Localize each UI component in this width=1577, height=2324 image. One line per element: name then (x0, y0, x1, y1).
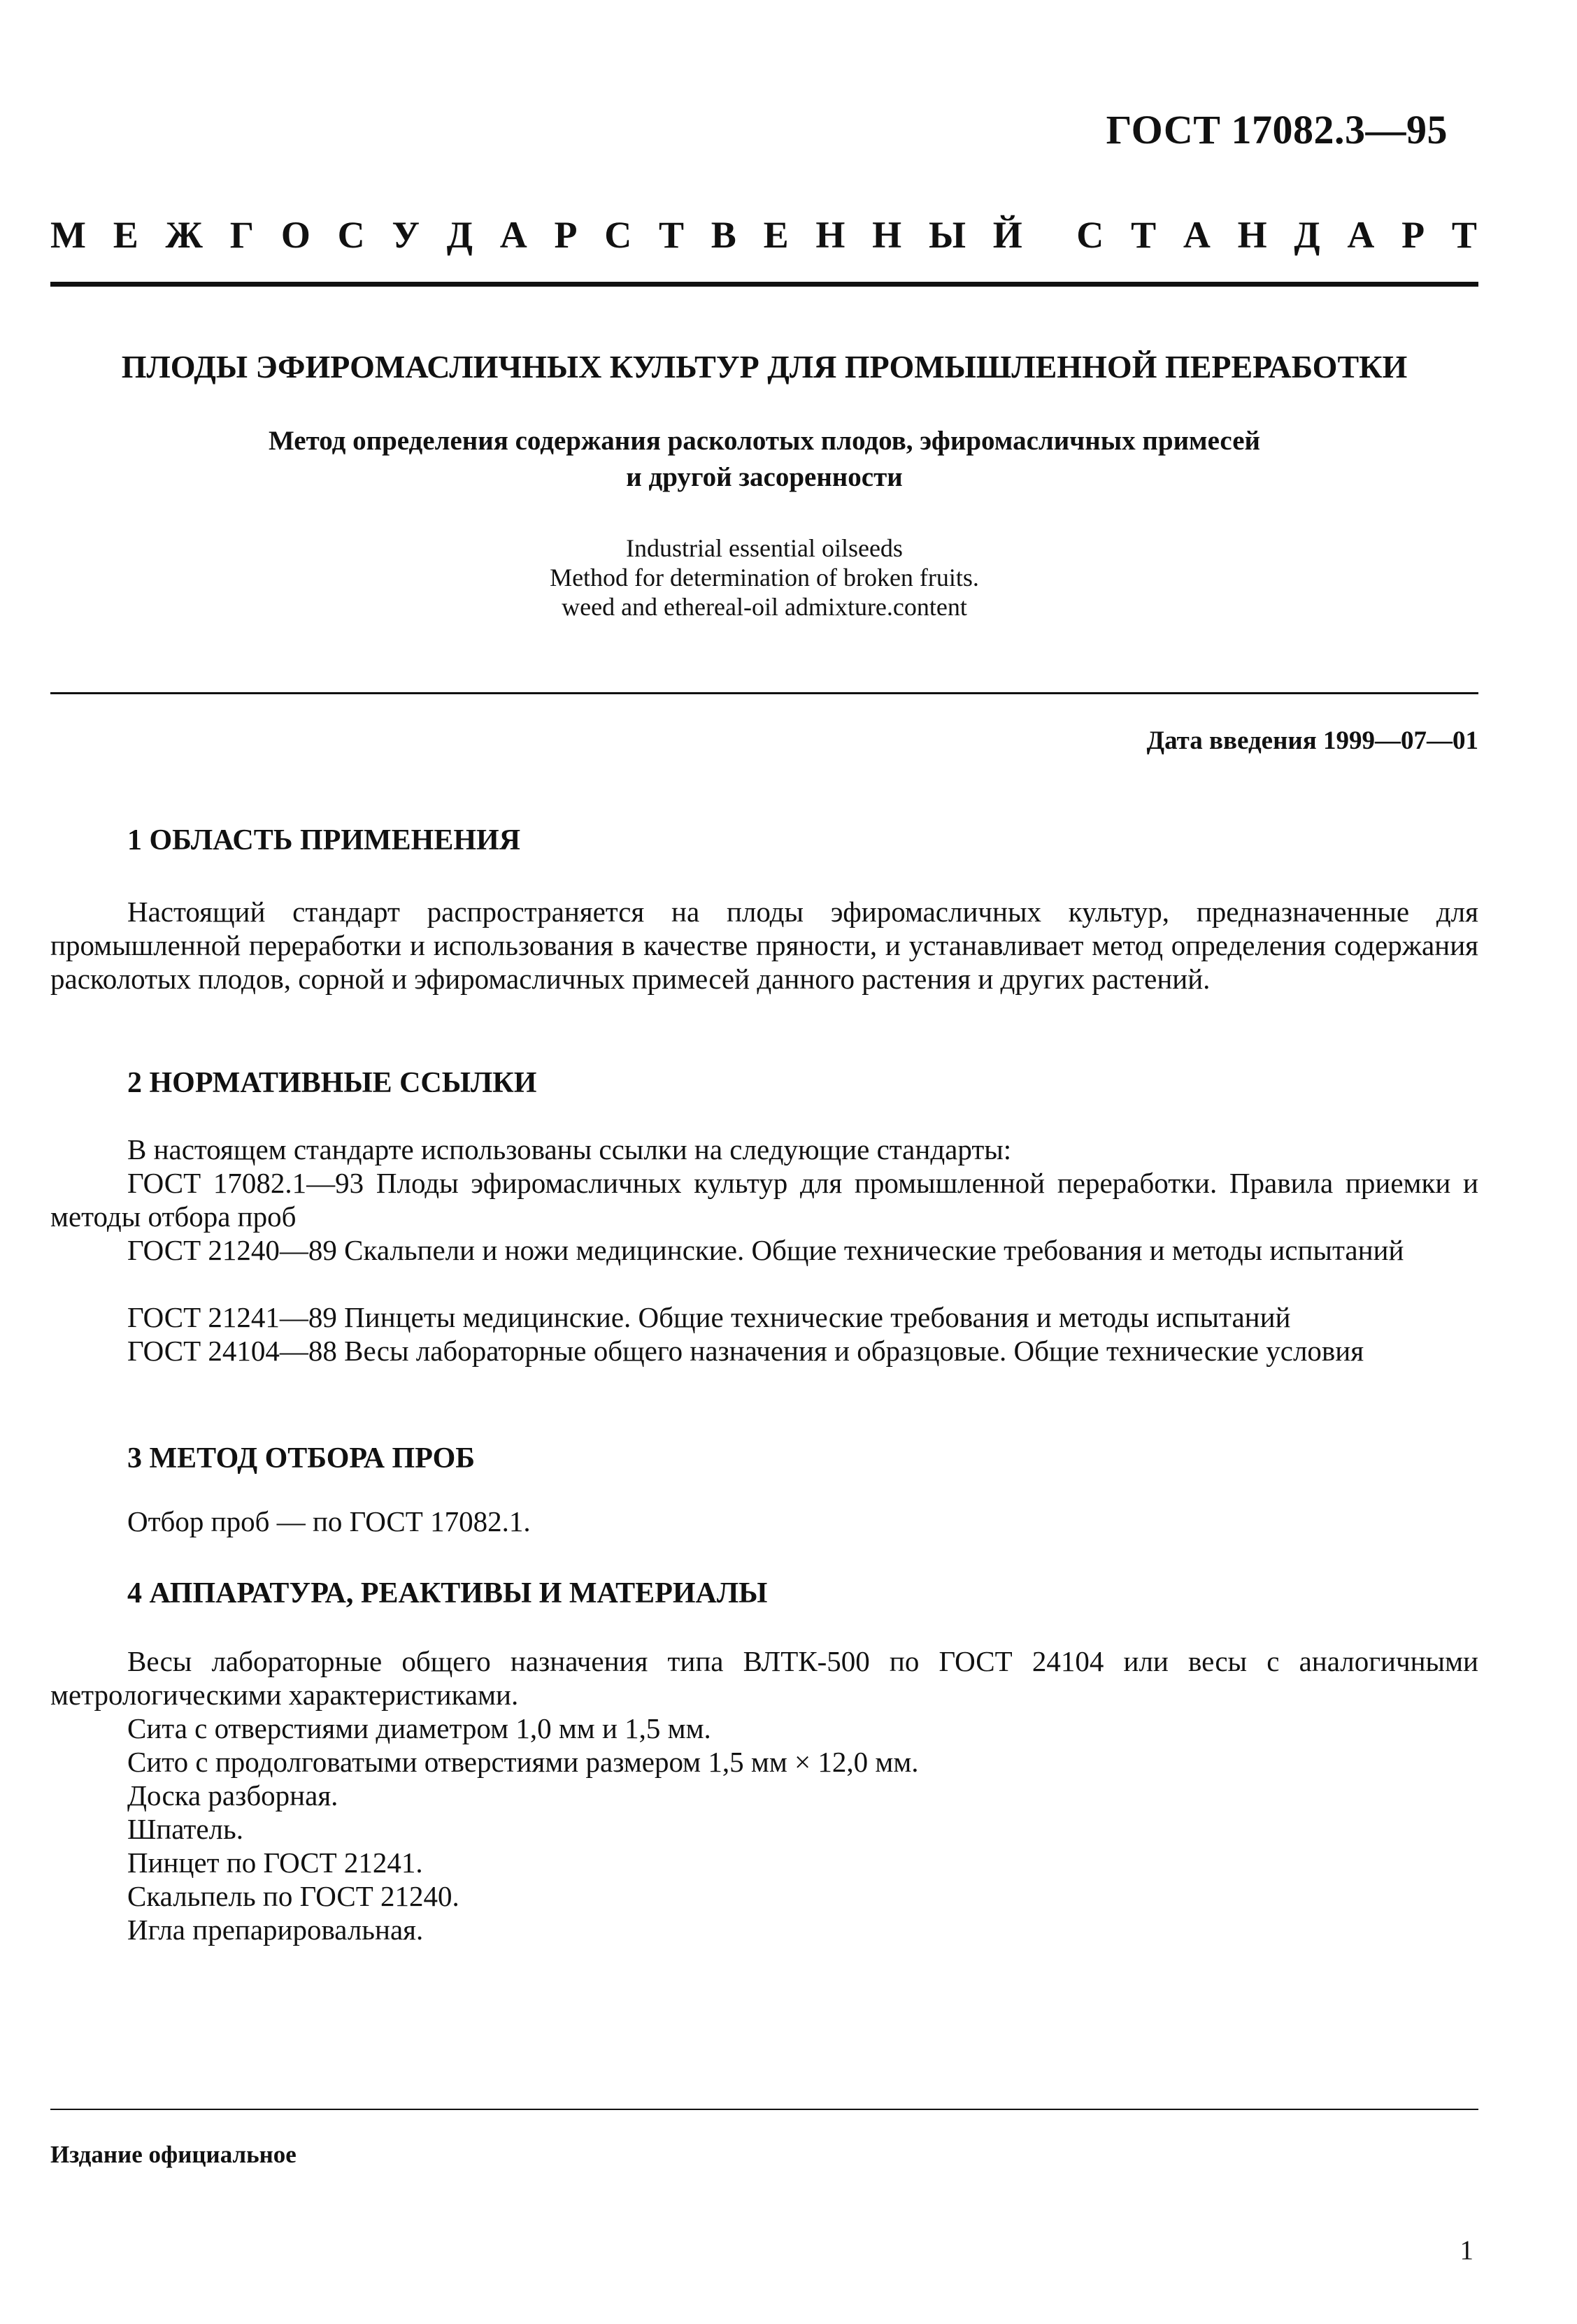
introduction-date: Дата введения 1999—07—01 (1146, 726, 1478, 755)
banner-letter: С (604, 214, 632, 256)
section-2-intro: В настоящем стандарте использованы ссылки на следующие стандарты: (127, 1133, 1012, 1165)
banner-letter: Е (113, 214, 138, 256)
banner-letter: Т (659, 214, 685, 256)
section-3-text: Отбор проб — по ГОСТ 17082.1. (127, 1505, 531, 1537)
english-title (50, 533, 1478, 622)
equipment-item: Сито с продолговатыми отверстиями размером 1,5 мм × 12,0 мм. (127, 1746, 919, 1778)
subtitle-line-2: и другой засоренности (626, 462, 903, 492)
banner-letter: М (50, 214, 86, 256)
equipment-item: Сита с отверстиями диаметром 1,0 мм и 1,5 мм. (127, 1712, 711, 1744)
header-rule (50, 282, 1478, 287)
interstate-standard-banner (50, 213, 1477, 257)
equipment-item: Шпатель. (127, 1813, 243, 1845)
banner-letter: А (1183, 214, 1211, 256)
english-line-3: weed and ethereal-oil admixture.content (562, 593, 967, 621)
english-line-2: Method for determination of broken fruits. (550, 564, 979, 591)
banner-letter: У (392, 214, 420, 256)
banner-letter: Н (815, 214, 845, 256)
banner-letter: Н (872, 214, 902, 256)
banner-letter: Р (554, 214, 578, 256)
official-edition-note: Издание официальное (50, 2141, 297, 2168)
english-line-1: Industrial essential oilseeds (626, 534, 903, 562)
banner-letter: Ж (165, 214, 203, 256)
banner-letter: А (1347, 214, 1375, 256)
reference-item: ГОСТ 24104—88 Весы лабораторные общего назначения и образцовые. Общие технические условия (127, 1335, 1364, 1367)
banner-letter: Е (763, 214, 789, 256)
banner-letter: О (280, 214, 311, 256)
banner-letter: А (499, 214, 527, 256)
page-number: 1 (1460, 2235, 1473, 2265)
reference-item: ГОСТ 17082.1—93 Плоды эфиромасличных культур для промышленной переработки. Правила приемки и методы отбора проб (50, 1167, 1478, 1233)
standard-code: ГОСТ 17082.3—95 (1106, 107, 1448, 152)
equipment-item: Пинцет по ГОСТ 21241. (127, 1846, 423, 1879)
banner-letter: Д (1294, 214, 1320, 256)
banner-letter: Т (1451, 214, 1477, 256)
banner-letter: С (1076, 214, 1104, 256)
section-4-heading: 4 АППАРАТУРА, РЕАКТИВЫ И МАТЕРИАЛЫ (127, 1577, 768, 1609)
equipment-item: Доска разборная. (127, 1779, 338, 1812)
section-2-heading: 2 НОРМАТИВНЫЕ ССЫЛКИ (127, 1067, 537, 1099)
section-3-heading: 3 МЕТОД ОТБОРА ПРОБ (127, 1442, 476, 1475)
equipment-item: Скальпель по ГОСТ 21240. (127, 1880, 459, 1912)
banner-letter: Й (992, 214, 1022, 256)
section-1-text: Настоящий стандарт распространяется на плоды эфиромасличных культур, предназначенные для промышленной переработки и использования в качестве пряности, и устанавливает метод определения содержания расколотых плодов, сорной и эфиромасличных примесей данного растения и других растений. (50, 896, 1478, 995)
document-subtitle (50, 423, 1478, 496)
section-4-text: Весы лабораторные общего назначения типа ВЛТК-500 по ГОСТ 24104 или весы с аналогичными метрологическими характеристиками. (50, 1645, 1478, 1711)
banner-letter: В (711, 214, 736, 256)
banner-letter: Г (229, 214, 255, 256)
banner-letter: Ы (928, 214, 966, 256)
reference-item: ГОСТ 21240—89 Скальпели и ножи медицинские. Общие технические требования и методы испытаний (127, 1234, 1404, 1266)
equipment-item: Игла препарировальная. (127, 1914, 424, 1946)
banner-letter: С (337, 214, 365, 256)
subtitle-line-1: Метод определения содержания расколотых плодов, эфиромасличных примесей (269, 426, 1260, 456)
banner-letter: Н (1237, 214, 1267, 256)
banner-letter: Д (446, 214, 473, 256)
reference-item: ГОСТ 21241—89 Пинцеты медицинские. Общие технические требования и методы испытаний (127, 1301, 1291, 1333)
document-title: ПЛОДЫ ЭФИРОМАСЛИЧНЫХ КУЛЬТУР ДЛЯ ПРОМЫШЛЕННОЙ ПЕРЕРАБОТКИ (121, 349, 1408, 385)
banner-letter: Т (1131, 214, 1157, 256)
banner-letter: Р (1401, 214, 1425, 256)
footer-rule (50, 2109, 1478, 2110)
section-1-heading: 1 ОБЛАСТЬ ПРИМЕНЕНИЯ (127, 824, 521, 856)
title-rule (50, 692, 1478, 694)
